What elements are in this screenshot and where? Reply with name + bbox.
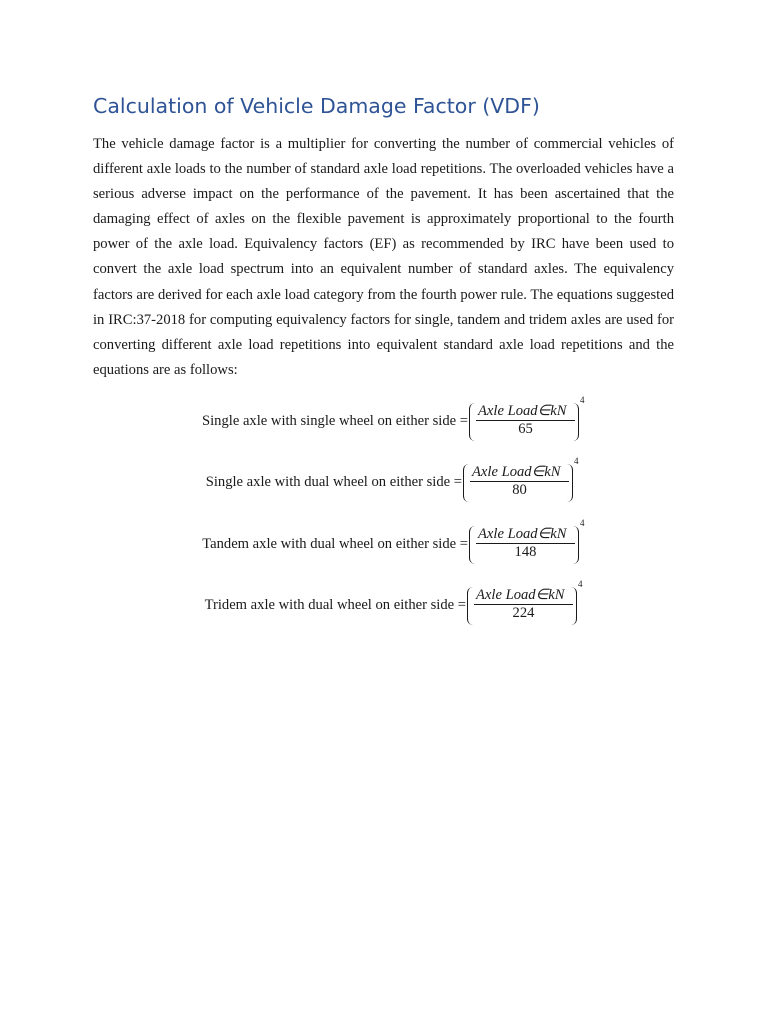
exponent: 4	[578, 579, 583, 589]
equation-formula	[469, 395, 599, 450]
denominator: 65	[518, 421, 533, 437]
body-paragraph: The vehicle damage factor is a multiplier for converting the number of commercial vehicles of different axle loads to the number of standard axle load repetitions. The overloaded vehicles have a serious adverse impact on the performance of the pavement. It has been ascertained that the damaging effect of axles on the flexible pavement is approximately proportional to the fourth power of the axle load. Equivalency factors (EF) as recommended by IRC have been used to convert the axle load spectrum into an equivalent number of standard axles. The equivalency factors are derived for each axle load category from the fourth power rule. The equations suggested in IRC:37-2018 for computing equivalency factors for single, tandem and tridem axles are used for converting different axle load repetitions into equivalent standard axle load repetitions and the equations are as follows:	[93, 136, 674, 378]
equation-tandem-axle-dual-wheel	[0, 523, 468, 573]
exponent: 4	[580, 518, 585, 528]
denominator: 224	[512, 605, 535, 621]
equation-single-axle-dual-wheel	[0, 461, 462, 511]
equation-formula	[467, 579, 597, 634]
left-paren	[469, 403, 475, 441]
section-heading: Calculation of Vehicle Damage Factor (VDF)	[93, 94, 540, 118]
fraction	[467, 579, 597, 634]
denominator: 80	[512, 482, 527, 498]
equation-label: Tandem axle with dual wheel on either side =	[202, 536, 468, 552]
fraction	[463, 456, 593, 511]
left-paren	[463, 464, 469, 502]
equation-label: Tridem axle with dual wheel on either side =	[204, 597, 466, 613]
numerator: Axle Load∈kN	[478, 526, 567, 542]
right-paren	[573, 403, 579, 441]
left-paren	[469, 526, 475, 564]
equation-single-axle-single-wheel	[0, 400, 468, 450]
exponent: 4	[580, 395, 585, 405]
numerator: Axle Load∈kN	[476, 587, 565, 603]
numerator: Axle Load∈kN	[472, 464, 561, 480]
numerator: Axle Load∈kN	[478, 403, 567, 419]
right-paren	[567, 464, 573, 502]
right-paren	[573, 526, 579, 564]
equation-tridem-axle-dual-wheel	[0, 584, 466, 634]
equation-formula	[469, 518, 599, 573]
equation-label: Single axle with dual wheel on either side =	[205, 474, 462, 490]
equation-label: Single axle with single wheel on either side =	[202, 413, 468, 429]
exponent: 4	[574, 456, 579, 466]
right-paren	[571, 587, 577, 625]
fraction	[469, 395, 599, 450]
fraction	[469, 518, 599, 573]
left-paren	[467, 587, 473, 625]
denominator: 148	[514, 544, 537, 560]
equation-formula	[463, 456, 593, 511]
